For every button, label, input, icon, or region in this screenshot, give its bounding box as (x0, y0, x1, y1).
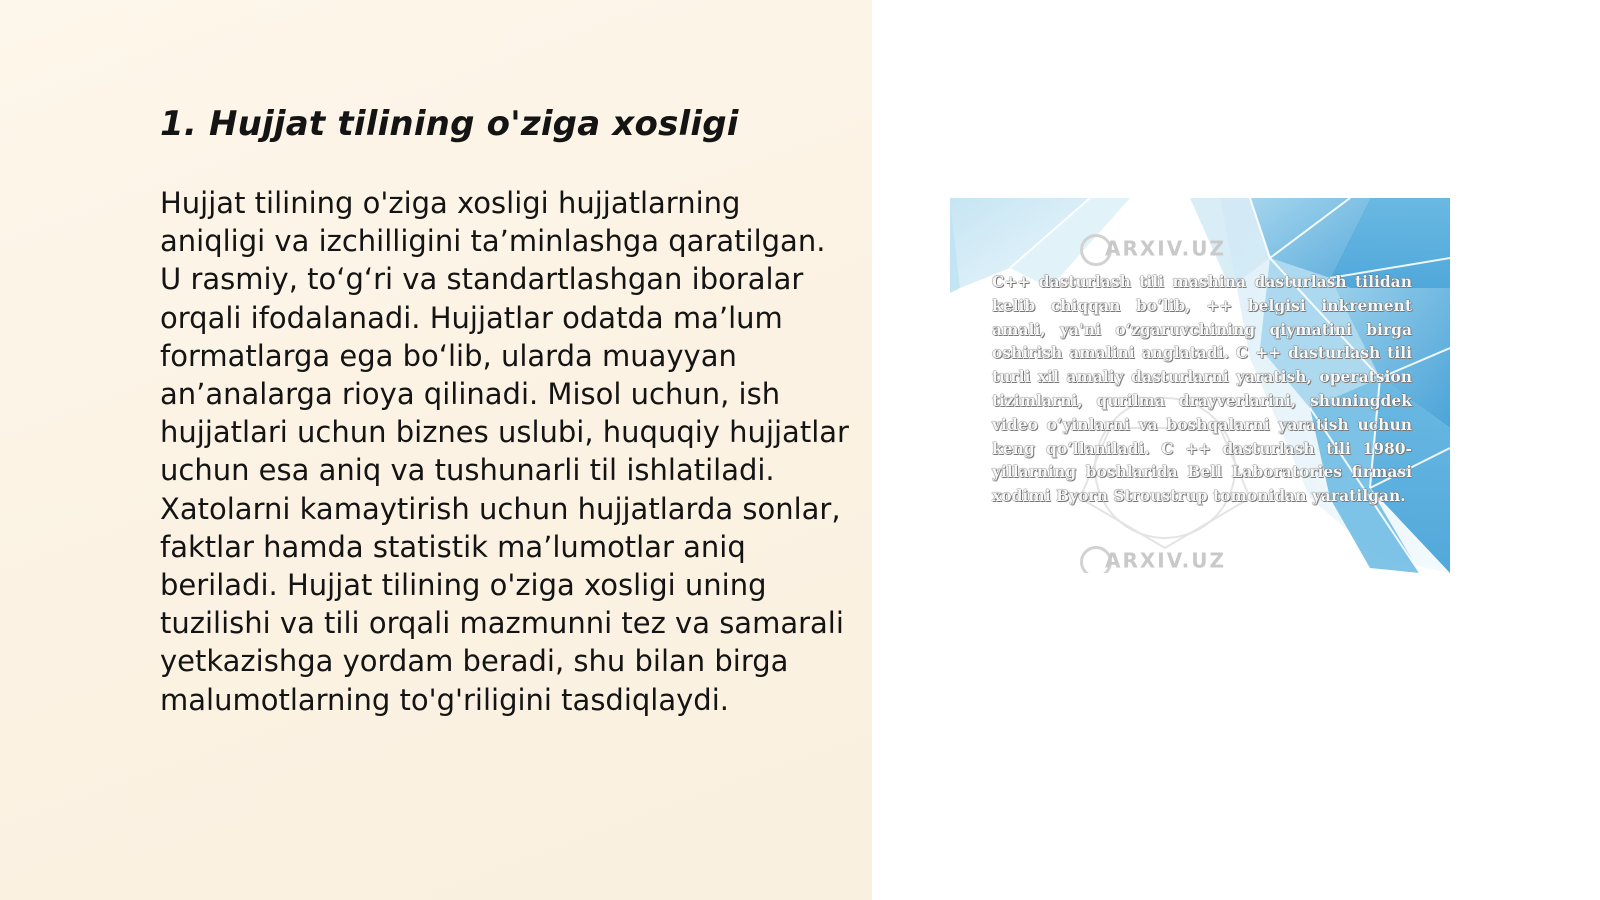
watermark-top: ARXIV.UZ (1080, 234, 1226, 266)
document-thumbnail-image (950, 198, 1450, 573)
slide-title: 1. Hujjat tilining o'ziga xosligi (160, 104, 739, 144)
watermark-bottom: ARXIV.UZ (1080, 546, 1226, 573)
thumbnail-text: C++ dasturlash tili mashina dasturlash tilidan kelib chiqqan bo‘lib, ++ belgisi inkrement amali, ya'ni o‘zgaruvchining qiymatini birga oshirish amalini anglatadi. C ++ dasturlash tili turli xil amaliy dasturlarni yaratish, operatsion tizimlarni, qurilma drayverlarini, shuningdek video o‘yinlarni va boshqalarni yaratish uchun keng qo‘llaniladi. C ++ dasturlash tili 1980-yillarning boshlarida Bell Laboratories firmasi xodimi Byorn Stroustrup tomonidan yaratilgan. (992, 272, 1412, 506)
slide-body-text: Hujjat tilining o'ziga xosligi hujjatlarning aniqligi va izchilligini ta’minlashga qaratilgan. U rasmiy, to‘g‘ri va standartlashgan iboralar orqali ifodalanadi. Hujjatlar odatda ma’lum formatlarga ega bo‘lib, ularda muayyan an’analarga rioya qilinadi. Misol uchun, ish hujjatlari uchun biznes uslubi, huquqiy hujjatlar uchun esa aniq va tushunarli til ishlatiladi. Xatolarni kamaytirish uchun hujjatlarda sonlar, faktlar hamda statistik ma’lumotlar aniq beriladi. Hujjat tilining o'ziga xosligi uning tuzilishi va tili orqali mazmunni tez va samarali yetkazishga yordam beradi, shu bilan birga malumotlarning to'g'riligini tasdiqlaydi. (160, 186, 849, 717)
